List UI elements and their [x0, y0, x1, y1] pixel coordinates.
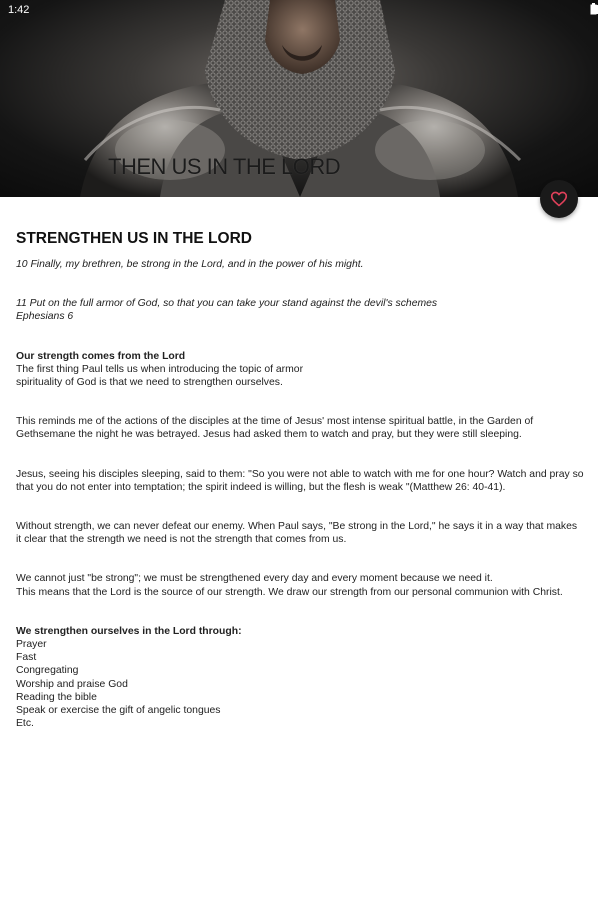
section-1-line-2: spirituality of God is that we need to strengthen ourselves. — [16, 377, 283, 389]
status-bar — [0, 0, 598, 20]
paragraph-3: Jesus, seeing his disciples sleeping, said to them: "So you were not able to watch with me for one hour? Watch and pray so that you do not enter into temptation; the spirit indeed is willing, but the flesh is weak "(Matthew 26: 40-41). — [16, 468, 584, 493]
status-time: 1:42 — [8, 4, 30, 16]
section-1 — [16, 350, 584, 390]
list-item: Speak or exercise the gift of angelic tongues — [16, 705, 221, 717]
section-1-heading: Our strength comes from the Lord — [16, 350, 186, 362]
header-title: THEN US IN THE LORD — [108, 154, 341, 179]
section-1-line-1: The first thing Paul tells us when introducing the topic of armor — [16, 363, 304, 375]
paragraph-4: Without strength, we can never defeat our enemy. When Paul says, "Be strong in the Lord," he says it in a way that makes it clear that the strength we need is not the strength that comes from us. — [16, 521, 578, 546]
paragraph-5-line-1: We cannot just "be strong"; we must be strengthened every day and every moment because we need it. — [16, 573, 493, 585]
heart-outline-icon — [550, 191, 568, 207]
paragraph-2: This reminds me of the actions of the disciples at the time of Jesus' most intense spiritual battle, in the Garden of Gethsemane the night he was betrayed. Jesus had asked them to watch and pray, but they were still sleeping. — [16, 416, 534, 441]
article-content — [16, 229, 584, 756]
article-title: STRENGTHEN US IN THE LORD — [16, 230, 252, 247]
verse-1: 10 Finally, my brethren, be strong in the Lord, and in the power of his might. — [16, 259, 364, 270]
verse-2: 11 Put on the full armor of God, so that you can take your stand against the devil's schemes — [16, 298, 438, 310]
favorite-button[interactable] — [540, 180, 578, 218]
list-item: Worship and praise God — [16, 678, 128, 690]
strengthen-list — [16, 625, 584, 731]
verse-2-reference: Ephesians 6 — [16, 311, 74, 323]
list-heading: We strengthen ourselves in the Lord through: — [16, 625, 242, 637]
list-item: Congregating — [16, 665, 79, 677]
list-item: Prayer — [16, 639, 47, 651]
list-item: Fast — [16, 652, 37, 664]
battery-icon — [590, 3, 597, 15]
paragraph-5-line-2: This means that the Lord is the source of our strength. We draw our strength from our personal communion with Christ. — [16, 586, 563, 598]
paragraph-5 — [16, 572, 584, 598]
header-image — [0, 0, 598, 197]
list-item: Etc. — [16, 718, 34, 730]
verse-2-block — [16, 297, 584, 323]
list-item: Reading the bible — [16, 691, 97, 703]
